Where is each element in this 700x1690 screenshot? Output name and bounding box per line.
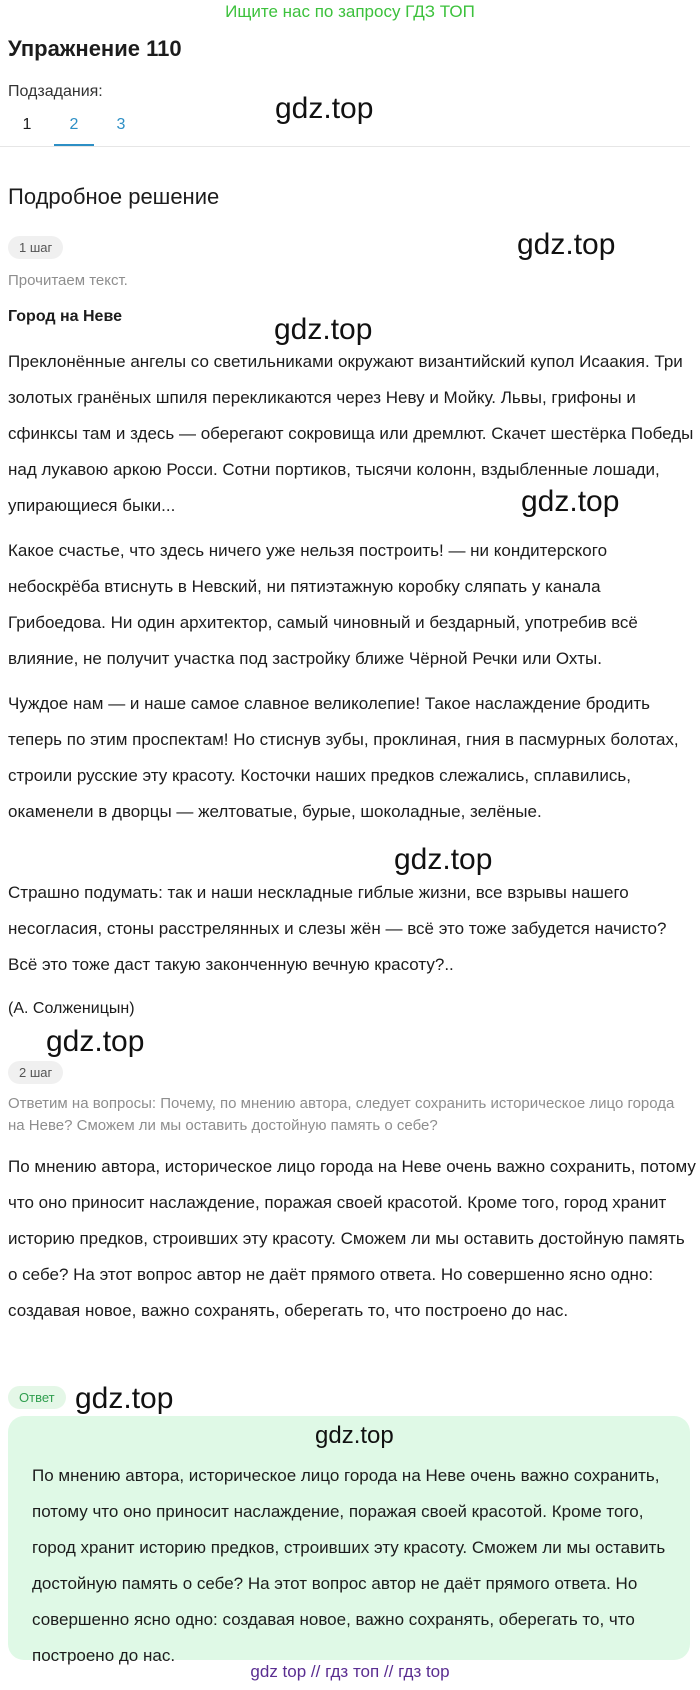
text-paragraph: Чуждое нам — и наше самое славное великолепие! Такое наслаждение бродить теперь по этим проспектам! Но стиснув зубы, проклиная, гния в пасмурных болотах, строили русские эту красоту. Косточки наших предков слежались, сплавились, окаменели в дворцы — желтоватые, бурые, шоколадные, зелёные.: [8, 694, 679, 821]
text-paragraph: Преклонённые ангелы со светильниками окружают византийский купол Исаакия. Три золотых гранёных шпиля перекликаются через Неву и Мойку. Львы, грифоны и сфинксы там и здесь — оберегают сокровища или дремлют. Скачет шестёрка Победы над лукавою аркою Росси. Сотни портиков, тысячи колонн, вздыбленные лошади, упирающиеся быки...: [8, 352, 694, 515]
page-title: Упражнение 110: [8, 36, 182, 61]
watermark: gdz.top: [521, 485, 620, 518]
footer-links[interactable]: gdz top // гдз топ // гдз top: [250, 1662, 450, 1681]
solution-text: По мнению автора, историческое лицо города на Неве очень важно сохранить, потому что оно приносит наслаждение, поражая своей красотой. Кроме того, город хранит историю предков, строивших эту красоту. Сможем ли мы оставить достойную память о себе? На этот вопрос автор не даёт прямого ответа. Но совершенно ясно одно: создавая новое, важно сохранять, оберегать то, что построено до нас.: [8, 1157, 696, 1320]
tab-subtask-3[interactable]: 3: [116, 116, 126, 133]
step-instruction: Ответим на вопросы: Почему, по мнению автора, следует сохранить историческое лицо города на Неве? Сможем ли мы оставить достойную память о себе?: [8, 1095, 675, 1134]
watermark: gdz.top: [517, 228, 616, 261]
answer-badge: Ответ: [8, 1386, 66, 1409]
tab-subtask-2[interactable]: 2: [69, 116, 79, 133]
text-paragraph: Какое счастье, что здесь ничего уже нельзя построить! — ни кондитерского небоскрёба втиснуть в Невский, ни пятиэтажную коробку сляпать у канала Грибоедова. Ни один архитектор, самый чиновный и бездарный, употребив всё влияние, не получит участка под застройку ближе Чёрной Речки или Охты.: [8, 541, 638, 668]
watermark: gdz.top: [315, 1422, 394, 1449]
watermark: gdz.top: [275, 92, 374, 125]
tab-subtask-1[interactable]: 1: [22, 116, 32, 133]
active-tab-indicator: [54, 144, 94, 146]
step-instruction: Прочитаем текст.: [8, 272, 128, 289]
text-heading: Город на Неве: [8, 308, 122, 325]
subtasks-label: Подзадания:: [8, 83, 103, 100]
answer-text: По мнению автора, историческое лицо города на Неве очень важно сохранить, потому что оно приносит наслаждение, поражая своей красотой. Кроме того, город хранит историю предков, строивших эту красоту. Сможем ли мы оставить достойную память о себе? На этот вопрос автор не даёт прямого ответа. Но совершенно ясно одно: создавая новое, важно сохранять, оберегать то, что построено до нас.: [32, 1466, 666, 1665]
promo-banner[interactable]: Ищите нас по запросу ГДЗ ТОП: [225, 2, 475, 21]
step-badge: 2 шаг: [8, 1061, 63, 1084]
step-badge: 1 шаг: [8, 236, 63, 259]
watermark: gdz.top: [46, 1025, 145, 1058]
text-author: (А. Солженицын): [8, 1000, 135, 1017]
watermark: gdz.top: [394, 843, 493, 876]
watermark: gdz.top: [75, 1382, 174, 1415]
text-paragraph: Страшно подумать: так и наши нескладные гиблые жизни, все взрывы нашего несогласия, стоны расстрелянных и слезы жён — всё это тоже забудется начисто? Всё это тоже даст такую законченную вечную красоту?..: [8, 883, 667, 974]
watermark: gdz.top: [274, 313, 373, 346]
section-title: Подробное решение: [8, 184, 220, 209]
